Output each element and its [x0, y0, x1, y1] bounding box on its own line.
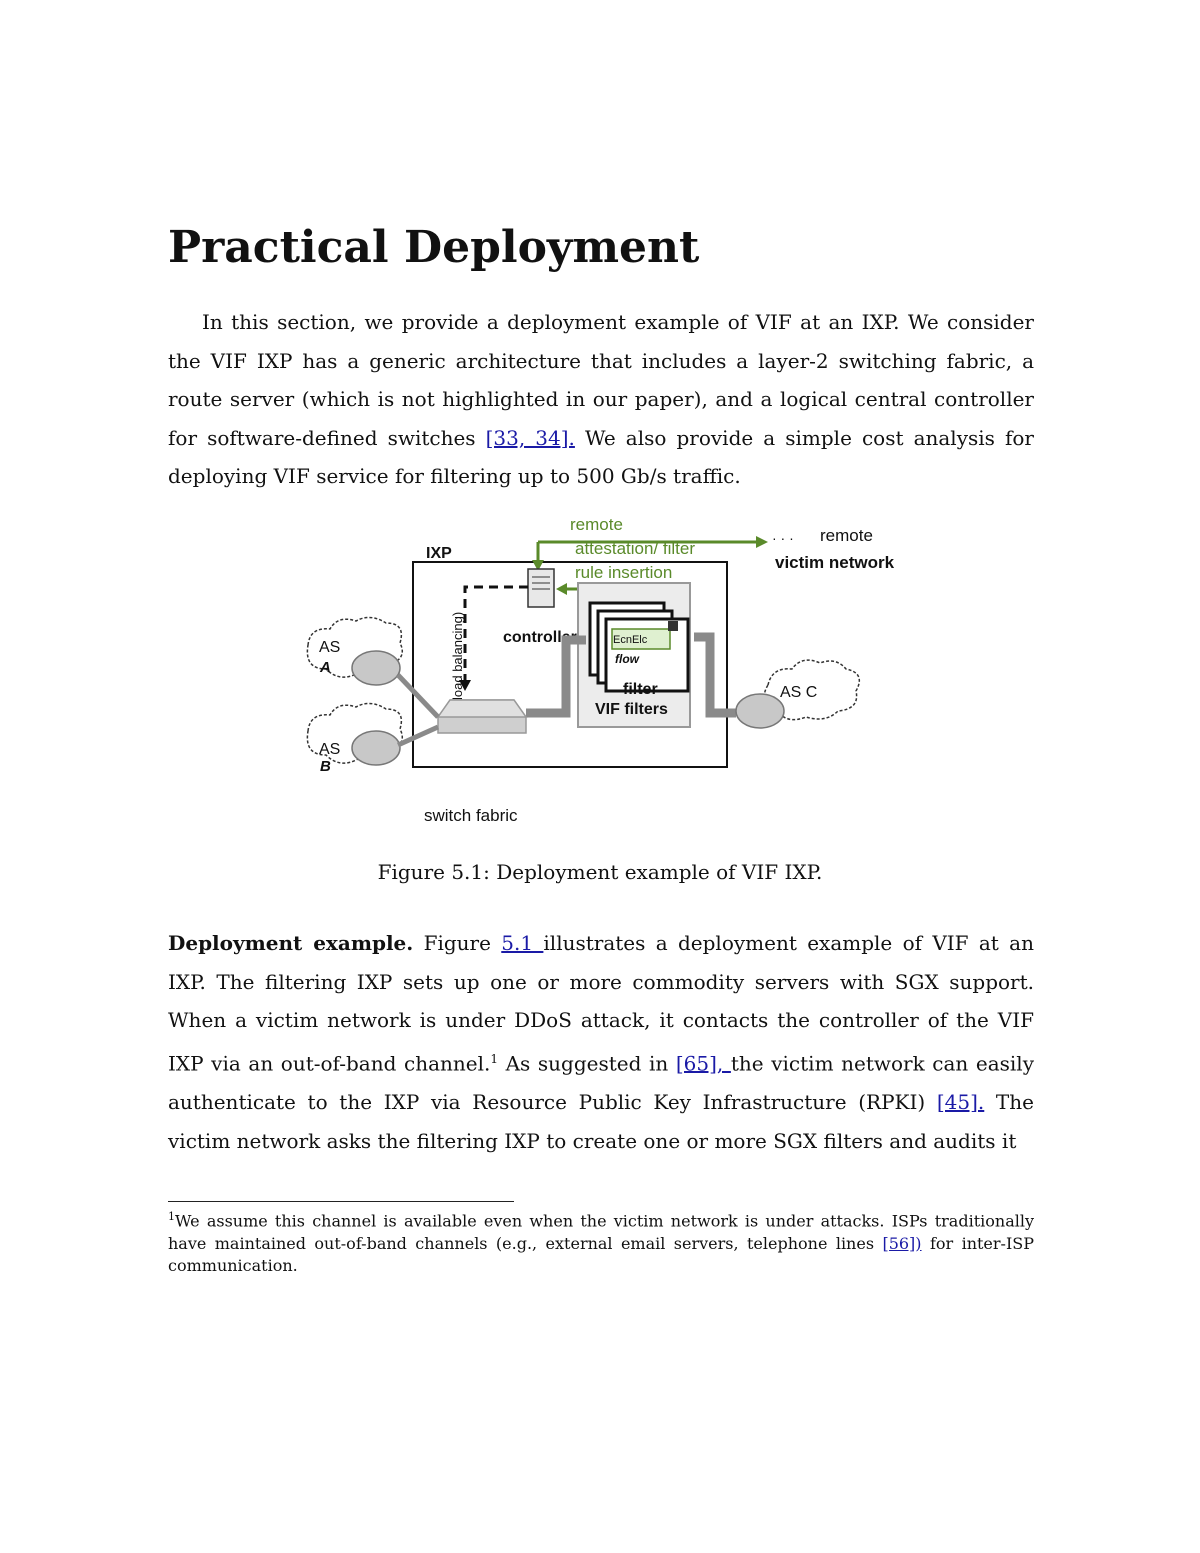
remote-arrow-head: [756, 536, 768, 548]
footnote-text-end: for inter-ISP communication.: [168, 1233, 1034, 1276]
as-a-letter: A: [320, 659, 331, 676]
dots-label: · · ·: [772, 530, 794, 546]
citation-link-56[interactable]: [56]): [882, 1233, 922, 1253]
text-fragment: illustrates a deployment example of VIF at an IXP. The filtering IXP sets up one or more commodity servers with SGX support. When a victim network is under DDoS attack, it contacts the controller of the VIF IXP via an out-of-band channel.: [168, 931, 1034, 1076]
footnote-divider: [168, 1201, 514, 1202]
lock-icon: [668, 621, 678, 631]
section-heading: Practical Deployment: [168, 222, 700, 273]
remote-label-2: attestation/ filter: [575, 539, 696, 558]
as-a-label: AS: [319, 639, 341, 656]
ecall-label: EcnElc: [613, 634, 648, 646]
paragraph-lead: Deployment example.: [168, 931, 414, 955]
citation-link-45[interactable]: [45].: [936, 1090, 985, 1115]
router-c-icon: [736, 694, 784, 728]
filters-to-asc-path: [694, 637, 736, 713]
load-balancing-label: load balancing): [450, 611, 465, 700]
citation-link[interactable]: [33, 34].: [485, 425, 575, 450]
intro-text: In this section, we provide a deployment example of VIF at an IXP. We consider the VIF IXP has a generic architecture that includes a layer-2 switching fabric, a route server (which is not highlighted in our paper), and a logical central controller for software-defined switches: [168, 310, 1034, 450]
text-fragment: the victim network can easily authenticate to the IXP via Resource Public Key Infrastructure (RPKI): [168, 1051, 1035, 1115]
figure-caption: Figure 5.1: Deployment example of VIF IXP.: [377, 860, 823, 884]
remote-victim-label-1: remote: [820, 526, 873, 545]
remote-label-1: remote: [570, 515, 623, 534]
switch-fabric-label: switch fabric: [424, 806, 518, 825]
text-fragment: Figure: [413, 931, 502, 955]
deployment-example-paragraph: [168, 924, 1034, 1160]
remote-label-3: rule insertion: [575, 563, 673, 582]
footnote-number: 1: [168, 1210, 175, 1223]
vif-filters-label: VIF filters: [595, 701, 668, 718]
text-fragment: The victim network asks the filtering IXP to create one or more SGX filters and audits it: [168, 1090, 1034, 1153]
intro-paragraph: [168, 303, 1034, 496]
flow-label: flow: [615, 652, 639, 666]
footnote: [168, 1206, 1034, 1278]
as-b-letter: B: [320, 758, 331, 775]
as-c-label: AS C: [780, 684, 818, 701]
citation-link-65[interactable]: [65],: [675, 1051, 731, 1076]
as-b-label: AS: [319, 741, 341, 758]
controller-server-icon: [528, 569, 554, 607]
footnote-text: We assume this channel is available even when the victim network is under attacks. ISPs traditionally have maintained out-of-band channels (e.g., external email servers, telephone lines: [168, 1211, 1034, 1253]
text-fragment: As suggested in: [498, 1051, 676, 1076]
router-b-icon: [352, 731, 400, 765]
footnote-marker[interactable]: 1: [490, 1051, 498, 1066]
router-a-icon: [352, 651, 400, 685]
intro-text-continued: We also provide a simple cost analysis for deploying VIF service for filtering up to 500 Gb/s traffic.: [168, 425, 1034, 489]
ixp-label: IXP: [426, 545, 452, 562]
controller-label: controller: [503, 629, 577, 646]
filter-label: filter: [623, 681, 658, 698]
figure-link[interactable]: 5.1: [501, 931, 544, 955]
remote-victim-label-2: victim network: [775, 553, 895, 572]
deployment-diagram: [290, 505, 930, 845]
